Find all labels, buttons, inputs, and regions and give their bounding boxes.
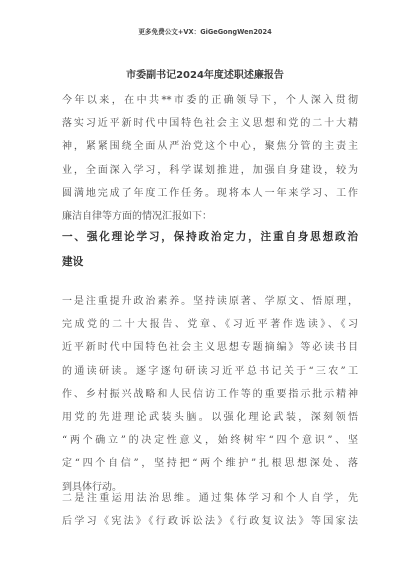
paragraph-line: 二是注重运用法治思维。通过集体学习和个人自学，先 xyxy=(62,493,358,504)
paragraph-line: 完成党的二十大报告、党章、《习近平著作选读》、《习 xyxy=(62,319,358,331)
paragraph-line: 的通读研读。逐字逐句研读习近平总书记关于“三农”工 xyxy=(62,365,358,377)
paragraph-line: 作、乡村振兴战略和人民信访工作等的重要指示批示精神 xyxy=(62,388,358,400)
paragraph-line: 到具体行动。 xyxy=(62,481,122,493)
paragraph-line: 定“四个自信”，坚持把“两个维护”扎根思想深处、落 xyxy=(62,458,358,470)
paragraph-line: 后学习《宪法》《行政诉讼法》《行政复议法》等国家法 xyxy=(62,516,358,528)
intro-line: 神，紧紧围绕全面从严治党这个中心，聚焦分管的主责主 xyxy=(62,141,358,153)
section-heading xyxy=(62,225,358,275)
document-title: 市委副书记2024年度述职述廉报告 xyxy=(126,70,284,81)
header-note: 更多免费公文+VX：GiGeGongWen2024 xyxy=(138,28,272,36)
paragraph-line: 用党的先进理论武装头脑。以强化理论武装，深刻领悟 xyxy=(62,411,358,423)
intro-line: 业，全面深入学习，科学谋划推进，加强自身建设，较为 xyxy=(62,164,358,176)
paragraph-line: “两个确立”的决定性意义，始终树牢“四个意识”、坚 xyxy=(62,435,358,447)
paragraph-rule-of-law xyxy=(62,487,358,533)
intro-line: 廉洁自律等方面的情况汇报如下： xyxy=(62,210,212,222)
paragraph-political-literacy xyxy=(62,290,358,499)
section-heading-line: 一、强化理论学习，保持政治定力，注重自身思想政治 xyxy=(62,231,358,243)
intro-paragraph xyxy=(62,89,358,228)
intro-line: 今年以来，在中共**市委的正确领导下，个人深入贯彻 xyxy=(62,95,358,106)
intro-line: 圆满地完成了年度工作任务。现将本人一年来学习、工作 xyxy=(62,187,358,199)
paragraph-line: 一是注重提升政治素养。坚持读原著、学原文、悟原理， xyxy=(62,296,358,307)
intro-line: 落实习近平新时代中国特色社会主义思想和党的二十大精 xyxy=(62,118,358,130)
section-heading-line: 建设 xyxy=(62,256,84,268)
paragraph-line: 近平新时代中国特色社会主义思想专题摘编》等必读书目 xyxy=(62,342,358,354)
